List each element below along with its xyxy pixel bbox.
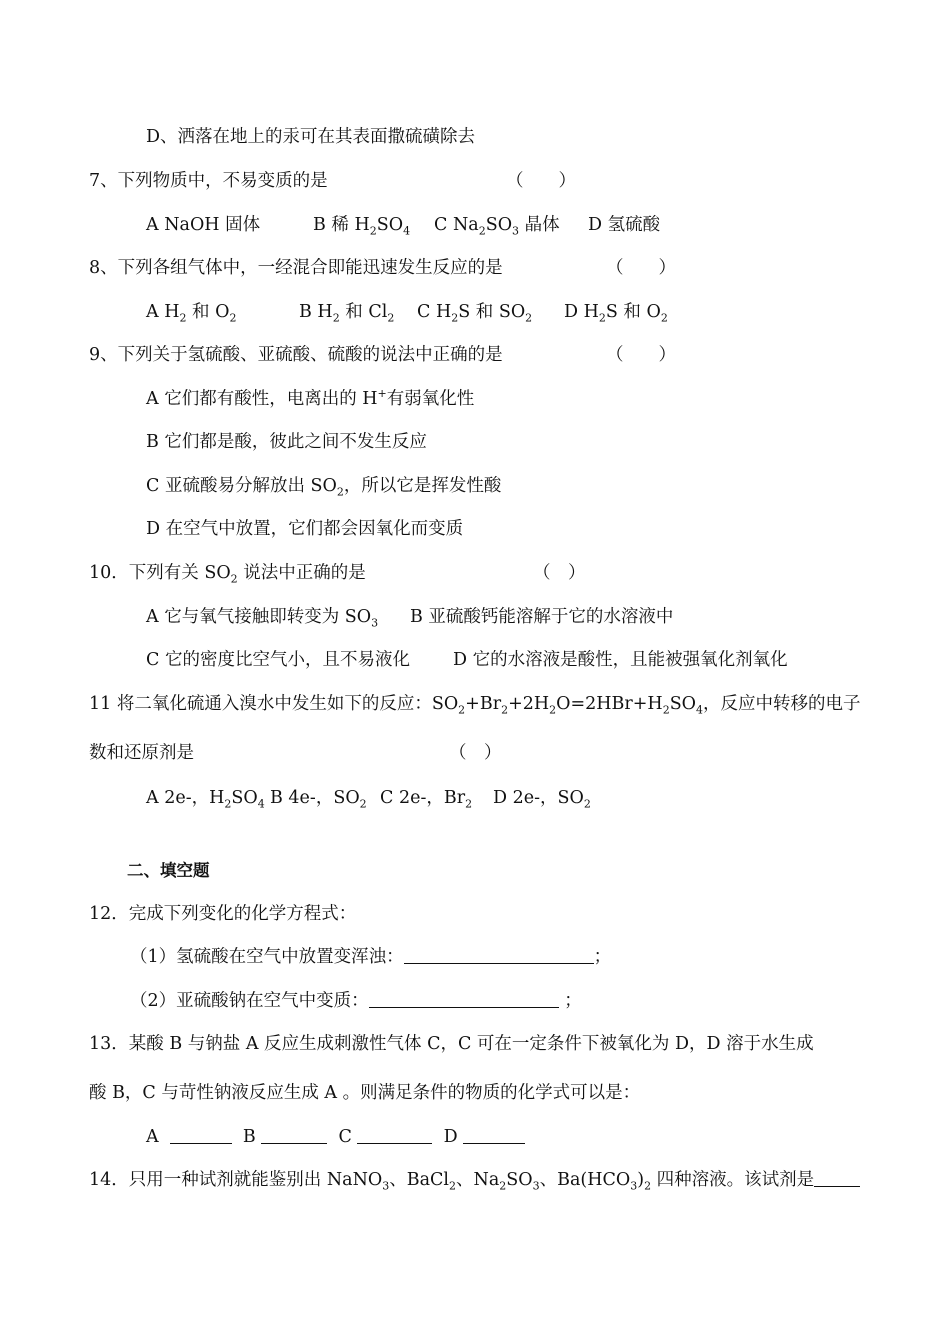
q13-blank-c[interactable] [357,1127,432,1144]
q7-option-b: B 稀 $H_2SO_4$ [313,215,411,238]
q11-option-a: A 2e-，$H_2SO_4$ [146,788,265,811]
q8-option-a: A $H_2$ 和 $O_2$ [146,302,237,325]
q9-stem: 9、下列关于氢硫酸、亚硫酸、硫酸的说法中正确的是 [89,345,503,365]
q9-answer-paren: （ ） [606,345,676,365]
q9-option-b: B 它们都是酸，彼此之间不发生反应 [146,432,427,452]
q12-stem: 12．完成下列变化的化学方程式： [89,904,357,924]
q13-stem-line2: 酸 B，C 与苛性钠液反应生成 A 。则满足条件的物质的化学式可以是： [89,1083,641,1103]
q10-stem: 10．下列有关 $SO_2$ 说法中正确的是 [89,563,366,586]
q11-option-d: D 2e-，$SO_2$ [493,788,591,811]
q9-option-d: D 在空气中放置，它们都会因氧化而变质 [146,519,464,539]
q7-option-a: A NaOH 固体 [146,215,261,235]
q7-option-c: C $Na_2SO_3$ 晶体 [434,215,560,238]
q10-option-d: D 它的水溶液是酸性，且能被强氧化剂氧化 [453,650,788,670]
q7-option-d: D 氢硫酸 [588,215,661,235]
q9-option-c: C 亚硫酸易分解放出 $SO_2$，所以它是挥发性酸 [146,476,502,499]
q10-answer-paren: （ ） [533,563,586,583]
q13-blank-a[interactable] [170,1127,232,1144]
q11-option-c: C 2e-，$Br_2$ [380,788,473,811]
q12-part2-blank[interactable] [369,991,559,1008]
q7-stem: 7、下列物质中，不易变质的是 [89,171,328,191]
q7-answer-paren: （ ） [506,171,576,191]
q8-option-d: D $H_2S$ 和 $O_2$ [564,302,668,325]
q8-option-c: C $H_2S$ 和 $SO_2$ [417,302,533,325]
q10-options-ab [146,606,673,628]
q8-stem: 8、下列各组气体中，一经混合即能迅速发生反应的是 [89,258,503,278]
q12-part1: （1）氢硫酸在空气中放置变浑浊： ； [130,947,612,967]
q10-option-c: C 它的密度比空气小，且不易液化 [146,650,410,670]
q9-option-a: A 它们都有酸性，电离出的 H+有弱氧化性 [146,387,475,409]
q8-option-b: B $H_2$ 和 $Cl_2$ [299,302,395,325]
q10-option-a: A 它与氧气接触即转变为 $SO_3$ [146,607,379,630]
q14-blank[interactable] [814,1170,860,1187]
q8-answer-paren: （ ） [606,258,676,278]
q11-option-b: B 4e-，$SO_2$ [270,788,367,811]
section-heading: 二、填空题 [127,861,210,880]
q7-options [146,214,660,236]
q11-answer-paren: （ ） [449,743,502,763]
q12-part1-blank[interactable] [404,947,594,964]
q13-stem-line1: 13．某酸 B 与钠盐 A 反应生成刺激性气体 C，C 可在一定条件下被氧化为 D，D 溶于水生成 [89,1034,814,1054]
q8-options [146,301,668,323]
q12-part2: （2）亚硫酸钠在空气中变质： ； [130,991,582,1011]
q10-option-b: B 亚硫酸钙能溶解于它的水溶液中 [410,607,674,627]
q13-blank-d[interactable] [463,1127,525,1144]
q11-stem-line1: 11 将二氧化硫通入溴水中发生如下的反应：$SO_2+Br_2+2H_2O=2HBr+H_2SO_4$，反应中转移的电子 [89,694,861,717]
q10-options-cd [146,649,788,671]
q11-options [146,787,591,809]
q11-stem-line2: 数和还原剂是 [89,743,194,763]
q13-blanks: A B C D [146,1126,525,1148]
q14-stem: 14．只用一种试剂就能鉴别出 NaNO$_3$、BaCl$_2$、$Na_2SO_3$、$Ba(HCO_3)_2$ 四种溶液。该试剂是 [89,1169,860,1191]
q13-blank-b[interactable] [261,1127,327,1144]
q6-option-d: D、洒落在地上的汞可在其表面撒硫磺除去 [146,127,476,147]
